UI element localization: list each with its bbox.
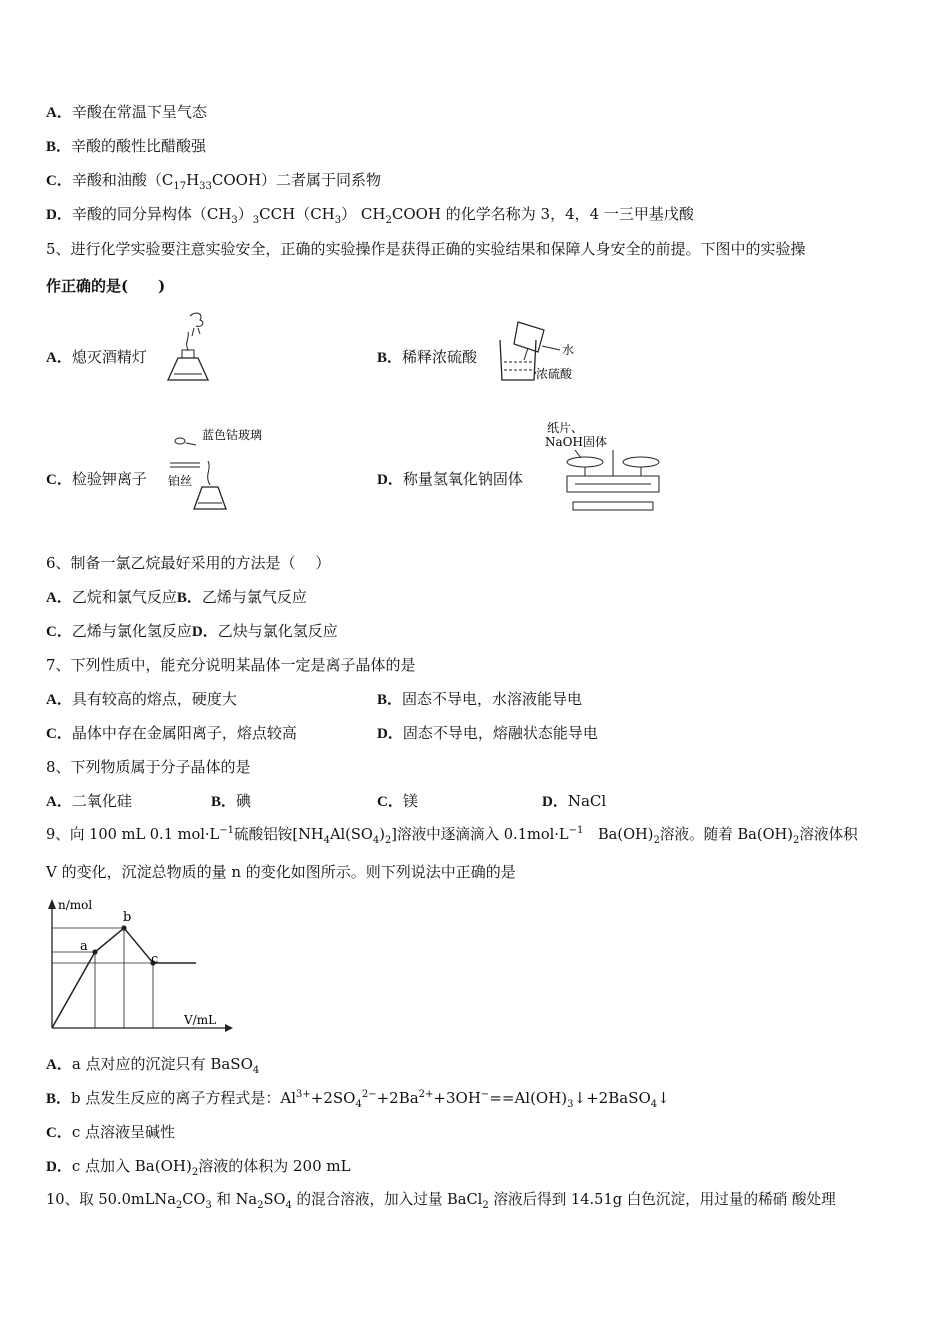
q8-stem: 8、下列物质属于分子晶体的是 xyxy=(46,758,251,776)
point-a-label: a xyxy=(80,939,88,954)
option-letter: B． xyxy=(377,350,403,366)
option-text: 二氧化硅 xyxy=(71,792,132,810)
option-text: 辛酸的酸性比醋酸强 xyxy=(71,137,207,155)
option-text: 检验钾离子 xyxy=(71,470,147,488)
option-letter: A． xyxy=(46,1057,72,1073)
option-text: 晶体中存在金属阳离子，熔点较高 xyxy=(71,724,297,742)
q8-option-b xyxy=(211,791,251,812)
q7-option-a xyxy=(46,689,237,710)
q6-options-cd xyxy=(46,621,338,642)
option-letter: B． xyxy=(46,139,72,155)
option-letter: A． xyxy=(46,590,72,606)
q7-option-d xyxy=(377,723,598,744)
platinum-wire-label: 铂丝 xyxy=(168,474,193,488)
option-letter: C． xyxy=(46,624,72,640)
option-text: 稀释浓硫酸 xyxy=(402,348,478,366)
acid-label: 浓硫酸 xyxy=(536,367,573,381)
option-text: 辛酸和油酸$(C_{17}H_{33}COOH)$二者属于同系物 xyxy=(71,171,382,192)
point-b-label: b xyxy=(123,910,132,925)
option-text: 乙烯与氯化氢反应 xyxy=(71,622,192,640)
option-text: 碘 xyxy=(236,792,252,810)
alcohol-lamp-blow-figure xyxy=(160,308,220,388)
q8-option-a xyxy=(46,791,132,812)
option-letter: B． xyxy=(176,590,202,606)
q5-stem-line1: 5、进行化学实验要注意实验安全，正确的实验操作是获得正确的实验结果和保障人身安全的前提。下图中的实验操 xyxy=(46,240,806,258)
point-b xyxy=(121,925,126,930)
q7-option-b xyxy=(377,689,582,710)
option-text: 固态不导电，熔融状态能导电 xyxy=(402,724,598,742)
option-letter: D． xyxy=(46,207,72,223)
y-axis-label: n/mol xyxy=(58,898,93,912)
option-text: 具有较高的熔点，硬度大 xyxy=(71,690,237,708)
q6-options-ab xyxy=(46,587,307,608)
option-letter: B． xyxy=(46,1091,72,1107)
q5-option-a xyxy=(46,347,147,368)
option-letter: C． xyxy=(377,794,403,810)
dilute-acid-figure xyxy=(488,318,588,384)
option-letter: A． xyxy=(46,794,72,810)
q4-option-d xyxy=(46,204,694,225)
q4-option-a xyxy=(46,102,207,123)
option-text: c 点加入 $Ba(OH)_2$溶液的体积为 200 mL xyxy=(71,1157,351,1178)
q9-stem-line1: 9、向 100 mL 0.1 $mol\cdot L^{-1}$硫酸铝铵$[NH_4Al(SO_4)_2]$溶液中逐滴滴入 $0.1mol\cdot L^{-1}$ $Ba(OH)_2$溶液。随着 $Ba(OH)_2$溶液体积 xyxy=(46,825,858,846)
q5-option-d xyxy=(377,469,523,490)
option-text: c 点溶液呈碱性 xyxy=(71,1123,176,1141)
option-text: 称量氢氧化钠固体 xyxy=(402,470,523,488)
option-text: 乙烷和氯气反应 xyxy=(71,588,177,606)
q4-option-b xyxy=(46,136,206,157)
q7-option-c xyxy=(46,723,297,744)
option-text: 辛酸的同分异构体$(CH_3)_3CCH(CH_3)$ $CH_2COOH$ 的化学名称为 3，4，4 一三甲基戊酸 xyxy=(71,205,694,226)
option-text: 镁 xyxy=(402,792,418,810)
q9-option-a xyxy=(46,1054,259,1075)
q7-stem: 7、下列性质中，能充分说明某晶体一定是离子晶体的是 xyxy=(46,656,416,674)
point-a xyxy=(92,949,97,954)
option-letter: A． xyxy=(46,350,72,366)
option-letter: C． xyxy=(46,173,72,189)
option-letter: D． xyxy=(377,726,403,742)
q9-option-d xyxy=(46,1156,351,1177)
q6-stem: 6、制备一氯乙烷最好采用的方法是（ ） xyxy=(46,554,331,572)
q9-option-c xyxy=(46,1122,175,1143)
option-letter: B． xyxy=(377,692,403,708)
q9-stem-line2: V 的变化，沉淀总物质的量 n 的变化如图所示。则下列说法中正确的是 xyxy=(46,863,516,881)
option-text: a 点对应的沉淀只有 BaSO$_4$ xyxy=(71,1055,260,1076)
balance-label-2: NaOH固体 xyxy=(545,435,607,449)
option-text: 乙烯与氯气反应 xyxy=(201,588,307,606)
q4-option-c xyxy=(46,170,381,191)
option-letter: D． xyxy=(46,1159,72,1175)
water-label: 水 xyxy=(562,343,575,357)
option-text: 固态不导电，水溶液能导电 xyxy=(402,690,583,708)
q8-option-d xyxy=(542,791,606,812)
q5-stem-line2: 作正确的是( ) xyxy=(46,277,166,295)
point-c-label: c xyxy=(151,952,159,967)
cobalt-glass-label: 蓝色钴玻璃 xyxy=(202,428,263,442)
option-letter: D． xyxy=(377,472,403,488)
option-text: 辛酸在常温下呈气态 xyxy=(71,103,207,121)
q9-option-b xyxy=(46,1088,670,1109)
option-letter: C． xyxy=(46,472,72,488)
option-text: NaCl xyxy=(567,792,607,810)
x-axis-label: V/mL xyxy=(184,1013,217,1027)
q8-option-c xyxy=(377,791,418,812)
option-letter: D． xyxy=(191,624,218,640)
option-text: b 点发生反应的离子方程式是：$Al^{3+}+2SO_4^{2-}+2Ba^{2+}+3OH^-==Al(OH)_3↓+2BaSO_4↓$ xyxy=(71,1089,670,1110)
option-letter: B． xyxy=(211,794,237,810)
option-letter: C． xyxy=(46,726,72,742)
option-letter: A． xyxy=(46,692,72,708)
balance-figure xyxy=(545,420,665,516)
precipitate-graph xyxy=(40,893,240,1038)
q5-option-c xyxy=(46,469,147,490)
option-text: 乙炔与氯化氢反应 xyxy=(217,622,338,640)
option-letter: D． xyxy=(542,794,568,810)
q5-option-b xyxy=(377,347,477,368)
flame-test-figure xyxy=(166,425,276,515)
option-letter: C． xyxy=(46,1125,72,1141)
balance-label-1: 纸片、 xyxy=(547,421,584,435)
option-text: 熄灭酒精灯 xyxy=(71,348,147,366)
option-letter: A． xyxy=(46,105,72,121)
q10-stem-line1: 10、取 $50.0mLNa_2CO_3$ 和 $Na_2SO_4$ 的混合溶液，加入过量 BaCl$_2$ 溶液后得到 14.51g 白色沉淀，用过量的稀硝 酸处理 xyxy=(46,1191,836,1211)
